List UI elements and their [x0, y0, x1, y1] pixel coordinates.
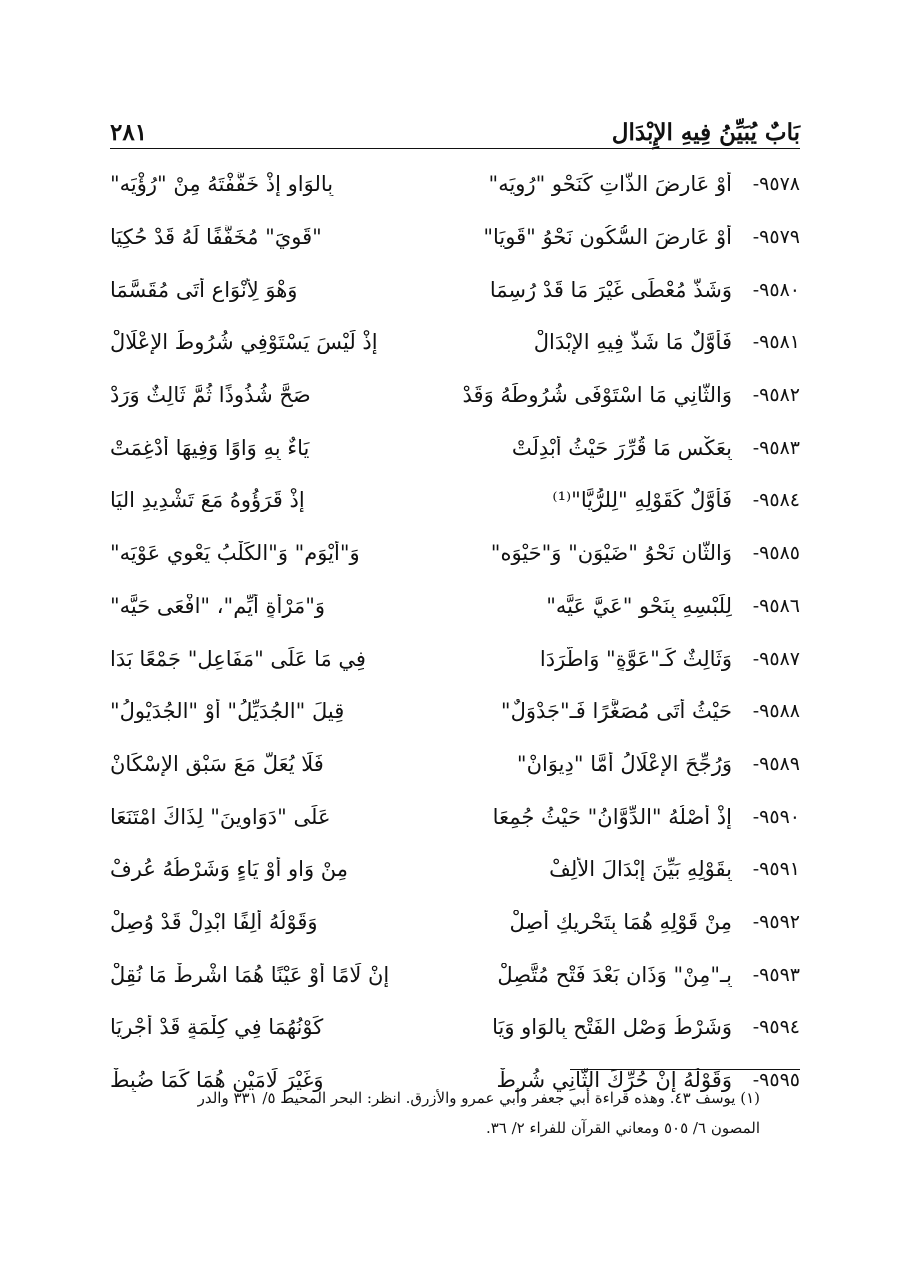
- verse-row: [110, 685, 800, 738]
- verse-row: [110, 896, 800, 949]
- verse-row: [110, 263, 800, 316]
- verse-number: ٩٥٧٨-: [752, 173, 800, 196]
- verse-first-hemistich: فَأَوَّلٌ مَا شَذَّ فِيهِ الإِبْدَالْ: [533, 330, 732, 355]
- verse-second-hemistich: عَلَى "دَوَاوِينَ" لِذَاكَ امْتَنَعَا: [110, 804, 331, 829]
- verse-first-hemistich: مِنْ قَوْلِهِ هُمَا بِتَحْرِيكٍ أُصِلْ: [509, 909, 732, 934]
- verse-number: ٩٥٨٦-: [752, 594, 800, 617]
- verse-first-hemistich: حَيْثُ أَتَى مُصَغَّرًا فَـ"جَدْوَلٌ": [500, 699, 732, 724]
- verse-first-hemistich: وَشَرْطُ وَصْلِ الفَتْحِ بِالوَاوِ وَيَا: [492, 1015, 732, 1040]
- running-header: [110, 112, 800, 146]
- verse-first-hemistich: وَقَوْلُهُ إِنْ حُرِّكَ الثَّانِي شُرِطْ: [496, 1068, 732, 1093]
- footnote-line: المصون ٦/ ٥٠٥ ومعاني القرآن للفراء ٢/ ٣٦.: [485, 1119, 760, 1137]
- verse-second-hemistich: كَوْنُهُمَا فِي كِلْمَةٍ قَدْ أُجْرِيَا: [110, 1015, 324, 1040]
- verse-number: ٩٥٩٤-: [752, 1016, 800, 1039]
- footnote-line: (١) يوسف ٤٣. وهذه قراءة أبي جعفر وأبي عمرو والأزرق. انظر: البحر المحيط ٥/ ٣٣١ والدر: [197, 1089, 760, 1107]
- verse-row: [110, 421, 800, 474]
- verse-first-hemistich: أَوْ عَارِضَ السُّكُونِ نَحْوُ "قَوِيَا": [483, 225, 732, 250]
- header-rule: [110, 148, 800, 149]
- verse-second-hemistich: وَقَوْلُهُ أَلِفًا ابْدِلْ قَدْ وُصِلْ: [110, 909, 318, 934]
- verse-number: ٩٥٩٠-: [752, 805, 800, 828]
- verse-row: [110, 580, 800, 633]
- verse-second-hemistich: مِنْ وَاوٍ أَوْ يَاءٍ وَشَرْطُهُ عُرِفْ: [110, 857, 349, 882]
- verse-second-hemistich: إِذْ قَرَؤُوهُ مَعَ تَشْدِيدِ اليَا: [110, 488, 305, 513]
- verse-first-hemistich: بِعَكْسِ مَا قُرِّرَ حَيْثُ أُبْدِلَتْ: [511, 435, 732, 460]
- verse-second-hemistich: فِي مَا عَلَى "مَفَاعِلٍ" جَمْعًا بَدَا: [110, 646, 366, 671]
- verse-number: ٩٥٩٥-: [752, 1069, 800, 1092]
- verse-row: [110, 527, 800, 580]
- verse-first-hemistich: بِـ"مِنْ" وَذَانِ بَعْدَ فَتْحٍ مُتَّصِلْ: [497, 962, 732, 987]
- verse-number: ٩٥٨٩-: [752, 752, 800, 775]
- verse-first-hemistich: وَشَذَّ مُعْطًى غَيْرَ مَا قَدْ رُسِمَا: [489, 277, 732, 302]
- verse-first-hemistich: أَوْ عَارِضَ الذَّاتِ كَنَحْوِ "رُويَه": [488, 172, 732, 197]
- verse-first-hemistich: وَرُجِّحَ الإِعْلَالُ أَمَّا "دِيوَانْ": [516, 751, 732, 776]
- verse-first-hemistich: لِلَبْسِهِ بِنَحْوِ "عَيَّ عَيَّه": [546, 593, 732, 618]
- verse-row: [110, 158, 800, 211]
- verse-second-hemistich: إِنْ لَامًا أَوْ عَيْنًا هُمَا اشْرِطْ مَا نُقِلْ: [110, 962, 390, 987]
- verse-number: ٩٥٩٢-: [752, 910, 800, 933]
- verse-second-hemistich: يَاءٌ بِهِ وَاوًا وَفِيهَا أُدْغِمَتْ: [110, 435, 310, 460]
- verse-row: [110, 843, 800, 896]
- verse-number: ٩٥٩٣-: [752, 963, 800, 986]
- verse-second-hemistich: وَ"أَيْوَمٍ" وَ"الكَلْبُ يَعْوِي عَوْيَه": [110, 541, 360, 566]
- verse-number: ٩٥٨٥-: [752, 542, 800, 565]
- verse-second-hemistich: صَحَّ شُذُوذًا ثُمَّ ثَالِثٌ وَرَدْ: [110, 383, 311, 408]
- verse-second-hemistich: وَ"مَرْأَةٍ أَيِّمٍ"، "افْعَى حَيَّه": [110, 593, 325, 618]
- verse-second-hemistich: "قَوِيَ" مُخَفَّفًا لَهُ قَدْ حُكِيَا: [110, 225, 322, 250]
- chapter-title: بَابٌ يُبَيِّنُ فِيهِ الإِبْدَال: [611, 119, 800, 146]
- footnote: [150, 1083, 760, 1143]
- verse-row: [110, 316, 800, 369]
- verse-row: [110, 211, 800, 264]
- verse-second-hemistich: إِذْ لَيْسَ يَسْتَوْفِي شُرُوطَ الإِعْلَالْ: [110, 330, 378, 355]
- verse-row: [110, 948, 800, 1001]
- verse-second-hemistich: بِالوَاوِ إِذْ خَفَّفْتَهُ مِنْ "رُؤْيَه": [110, 172, 334, 197]
- verse-first-hemistich: وَثَالِثٌ كَـ"عَوَّةٍ" وَاطَّرَدَا: [539, 646, 732, 671]
- verse-first-hemistich: وَالثَّانِي مَا اسْتَوْفَى شُرُوطَهُ وَقَدْ: [462, 383, 732, 408]
- verse-number: ٩٥٨٣-: [752, 436, 800, 459]
- verse-second-hemistich: فَلَا يُعَلُّ مَعَ سَبْقِ الإِسْكَانْ: [110, 751, 324, 776]
- verse-second-hemistich: وَغَيْرَ لَامَيْنِ هُمَا كَمَا ضُبِطْ: [110, 1068, 324, 1093]
- verse-row: [110, 632, 800, 685]
- verse-row: [110, 1001, 800, 1054]
- verse-number: ٩٥٨٠-: [752, 278, 800, 301]
- verse-number: ٩٥٨٧-: [752, 647, 800, 670]
- page-number: ٢٨١: [110, 119, 148, 146]
- verse-row: [110, 474, 800, 527]
- verse-number: ٩٥٩١-: [752, 858, 800, 881]
- verse-number: ٩٥٧٩-: [752, 226, 800, 249]
- verse-second-hemistich: وَهْوَ لِأَنْوَاعٍ أَتَى مُقَسَّمَا: [110, 277, 298, 302]
- verse-first-hemistich: فَأَوَّلٌ كَقَوْلِهِ "لِلرُّيَّا"⁽¹⁾: [552, 488, 732, 513]
- verse-first-hemistich: إِذْ أَصْلُهُ "الدِّوَّانُ" حَيْثُ جُمِعَا: [492, 804, 732, 829]
- verse-number: ٩٥٨١-: [752, 331, 800, 354]
- verse-number: ٩٥٨٢-: [752, 384, 800, 407]
- verse-second-hemistich: قِيلَ "الجُدَيِّلُ" أَوْ "الجُدَيْوِلُ": [110, 699, 345, 724]
- verse-row: [110, 738, 800, 791]
- verse-number: ٩٥٨٤-: [752, 489, 800, 512]
- verse-list: [110, 158, 800, 1106]
- footnote-rule: [570, 1069, 800, 1070]
- verse-first-hemistich: بِقَوْلِهِ بَيِّنَ إِبْدَالَ الأَلِفْ: [549, 857, 732, 882]
- verse-row: [110, 790, 800, 843]
- verse-number: ٩٥٨٨-: [752, 700, 800, 723]
- verse-row: [110, 369, 800, 422]
- verse-first-hemistich: وَالثَّانِ نَحْوُ "ضَيْوَنٍ" وَ"حَيْوَه": [490, 541, 732, 566]
